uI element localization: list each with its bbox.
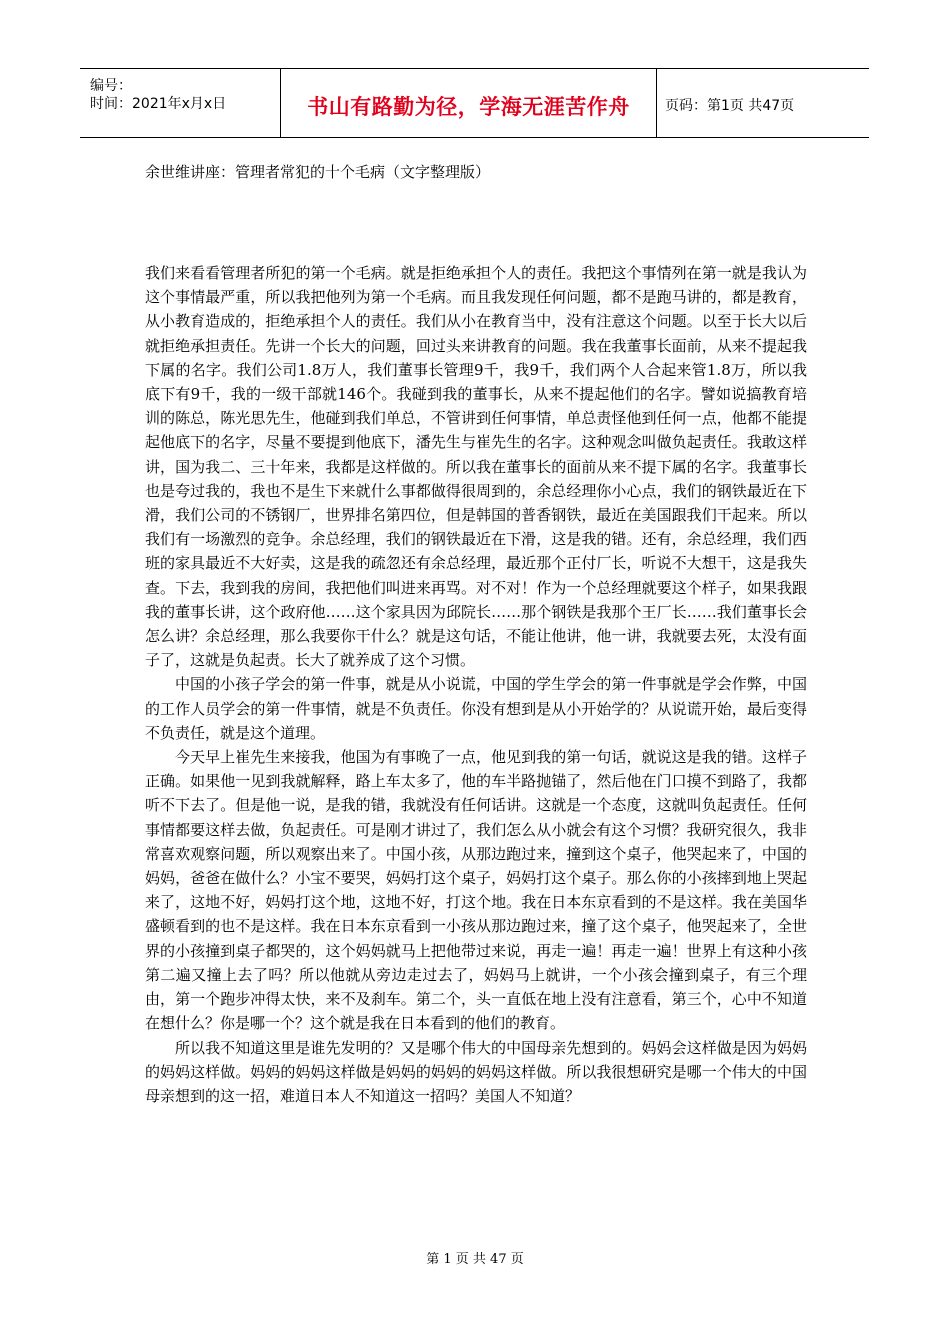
document-date-label: 时间：2021年x月x日: [90, 96, 227, 112]
page-header: [80, 68, 869, 138]
header-middle-cell: [281, 69, 657, 137]
body-paragraph: 中国的小孩子学会的第一件事，就是从小说谎，中国的学生学会的第一件事就是学会作弊，中国的工作人员学会的第一件事情，就是不负责任。你没有想到是从小开始学的？从说谎开始，最后变得不负责任，就是这个道理。: [145, 675, 807, 742]
header-motto: 书山有路勤为径，学海无涯苦作舟: [307, 95, 630, 119]
document-body: [145, 261, 807, 1108]
body-paragraph: 所以我不知道这里是谁先发明的？又是哪个伟大的中国母亲先想到的。妈妈会这样做是因为妈妈的妈妈这样做。妈妈的妈妈这样做是妈妈的妈妈的妈妈这样做。所以我很想研究是哪一个伟大的中国母亲想到的这一招，难道日本人不知道这一招吗？美国人不知道？: [145, 1038, 807, 1105]
document-title: 余世维讲座：管理者常犯的十个毛病（文字整理版）: [145, 163, 491, 181]
document-code-label: 编号：: [90, 78, 132, 94]
body-paragraph: 今天早上崔先生来接我，他国为有事晚了一点，他见到我的第一句话，就说这是我的错。这样子正确。如果他一见到我就解释，路上车太多了，他的车半路抛锚了，然后他在门口摸不到路了，我都听不下去了。但是他一说，是我的错，我就没有任何话讲。这就是一个态度，这就叫负起责任。任何事情都要这样去做，负起责任。可是刚才讲过了，我们怎么从小就会有这个习惯？我研究很久，我非常喜欢观察问题，所以观察出来了。中国小孩，从那边跑过来，撞到这个桌子，他哭起来了，中国的妈妈，爸爸在做什么？小宝不要哭，妈妈打这个桌子，妈妈打这个桌子。那么你的小孩摔到地上哭起来了，这地不好，妈妈打这个地，这地不好，打这个地。我在日本东京看到的不是这样。我在美国华盛顿看到的也不是这样。我在日本东京看到一小孩从那边跑过来，撞了这个桌子，他哭起来了，全世界的小孩撞到桌子都哭的，这个妈妈就马上把他带过来说，再走一遍！再走一遍！世界上有这种小孩第二遍又撞上去了吗？所以他就从旁边走过去了，妈妈马上就讲，一个小孩会撞到桌子，有三个理由，第一个跑步冲得太快，来不及刹车。第二个，头一直低在地上没有注意看，第三个，心中不知道在想什么？你是哪一个？这个就是我在日本看到的他们的教育。: [145, 748, 807, 1033]
body-paragraph: 我们来看看管理者所犯的第一个毛病。就是拒绝承担个人的责任。我把这个事情列在第一就是我认为这个事情最严重，所以我把他列为第一个毛病。而且我发现任何问题，都不是跑马讲的，都是教育，从小教育造成的，拒绝承担个人的责任。我们从小在教育当中，没有注意这个问题。以至于长大以后就拒绝承担责任。先讲一个长大的问题，回过头来讲教育的问题。我在我董事长面前，从来不提起我下属的名字。我们公司1.8万人，我们董事长管理9千，我9千，我们两个人合起来管1.8万，所以我底下有9千，我的一级干部就146个。我碰到我的董事长，从来不提起他们的名字。譬如说搞教育培训的陈总，陈光思先生，他碰到我们单总，不管讲到任何事情，单总责怪他到任何一点，他都不能提起他底下的名字，尽量不要提到他底下，潘先生与崔先生的名字。这种观念叫做负起责任。我敢这样讲，国为我二、三十年来，我都是这样做的。所以我在董事长的面前从来不提下属的名字。我董事长也是夸过我的，我也不是生下来就什么事都做得很周到的，余总经理你小心点，我们的钢铁最近在下滑，我们公司的不锈钢厂，世界排名第四位，但是韩国的普香钢铁，最近在美国跟我们干起来。所以我们有一场激烈的竞争。余总经理，我们的钢铁最近在下滑，这是我的错。还有，余总经理，我们西班的家具最近不大好卖，这是我的疏忽还有余总经理，最近那个正付厂长，听说不大想干，这是我失查。下去，我到我的房间，我把他们叫进来再骂。对不对！作为一个总经理就要这个样子，如果我跟我的董事长讲，这个政府他……这个家具因为邱院长……那个钢铁是我那个王厂长……我们董事长会怎么讲？余总经理，那么我要你干什么？就是这句话，不能让他讲，他一讲，我就要去死，太没有面子了，这就是负起责。长大了就养成了这个习惯。: [145, 264, 807, 670]
header-left-cell: [80, 69, 281, 137]
header-page-info: 页码：第1页 共47页: [665, 98, 795, 114]
page-footer: 第 1 页 共 47 页: [426, 1252, 524, 1267]
header-right-cell: [657, 69, 869, 137]
